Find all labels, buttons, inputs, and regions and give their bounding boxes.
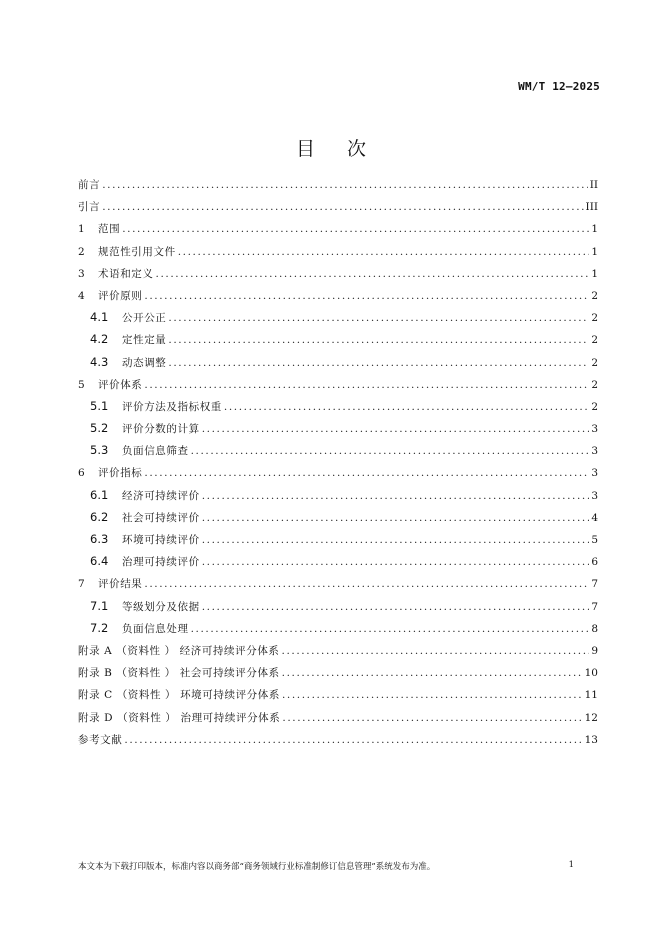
toc-entry-label: 术语和定义 bbox=[98, 267, 154, 280]
toc-entry-number: 2 bbox=[78, 245, 85, 258]
toc-entry-page: 7 bbox=[591, 600, 598, 613]
toc-entry-page: 8 bbox=[591, 622, 598, 635]
toc-entry-page: 3 bbox=[591, 467, 598, 480]
toc-entry[interactable] bbox=[78, 199, 598, 221]
toc-dot-leader bbox=[168, 357, 589, 369]
toc-entry[interactable] bbox=[78, 266, 598, 288]
toc-entry-label: 治理可持续评价 bbox=[122, 556, 200, 569]
toc-entry-number: 7 bbox=[78, 578, 85, 591]
toc-entry-label: 引言 bbox=[78, 201, 101, 214]
toc-entry-page: II bbox=[589, 179, 598, 191]
toc-entry-page: 2 bbox=[591, 400, 598, 413]
toc-dot-leader bbox=[282, 645, 590, 657]
toc-entry-label: 范围 bbox=[98, 223, 121, 236]
toc-entry-label: 参考文献 bbox=[78, 733, 123, 746]
toc-entry-label: 环境可持续评价 bbox=[122, 534, 200, 546]
toc-entry[interactable] bbox=[78, 488, 598, 510]
toc-entry-number: 4.1 bbox=[90, 310, 109, 325]
toc-entry-number: 3 bbox=[78, 267, 85, 280]
toc-entry-page: 5 bbox=[591, 534, 598, 546]
table-of-contents bbox=[78, 177, 598, 754]
toc-entry-label: 规范性引用文件 bbox=[98, 245, 176, 258]
toc-dot-leader bbox=[191, 445, 590, 457]
toc-entry[interactable] bbox=[78, 510, 598, 532]
toc-dot-leader bbox=[102, 201, 583, 213]
toc-entry-label: 附录 A （资料性 ） 经济可持续评分体系 bbox=[78, 644, 280, 657]
toc-entry-label: 评价方法及指标权重 bbox=[122, 400, 222, 413]
toc-title: 目次 bbox=[295, 138, 398, 160]
toc-entry[interactable] bbox=[78, 244, 598, 266]
toc-dot-leader bbox=[202, 490, 590, 502]
toc-entry-number: 5.2 bbox=[90, 421, 109, 436]
toc-dot-leader bbox=[202, 512, 590, 524]
toc-entry-page: 10 bbox=[584, 667, 598, 680]
toc-entry[interactable] bbox=[78, 355, 598, 377]
toc-dot-leader bbox=[178, 246, 590, 258]
toc-dot-leader bbox=[144, 467, 589, 479]
toc-dot-leader bbox=[168, 312, 589, 324]
toc-entry-page: 2 bbox=[591, 378, 598, 391]
toc-entry-label: 评价原则 bbox=[98, 289, 143, 302]
toc-entry-label: 社会可持续评价 bbox=[122, 511, 200, 524]
toc-entry-number: 5.1 bbox=[90, 398, 109, 413]
toc-dot-leader bbox=[282, 689, 583, 701]
toc-entry-page: 3 bbox=[591, 423, 598, 436]
toc-entry-label: 负面信息处理 bbox=[122, 622, 189, 635]
toc-entry-page: 13 bbox=[584, 733, 598, 746]
toc-entry[interactable] bbox=[78, 576, 598, 598]
toc-entry[interactable] bbox=[78, 532, 598, 554]
toc-entry-page: 6 bbox=[591, 556, 598, 569]
toc-entry[interactable] bbox=[78, 554, 598, 576]
toc-entry-number: 6.4 bbox=[90, 554, 109, 569]
toc-entry-number: 5.3 bbox=[90, 443, 109, 458]
toc-entry[interactable] bbox=[78, 377, 598, 399]
toc-entry-label: 评价分数的计算 bbox=[122, 423, 200, 436]
toc-entry[interactable] bbox=[78, 177, 598, 199]
toc-dot-leader bbox=[144, 379, 589, 391]
toc-entry[interactable] bbox=[78, 221, 598, 243]
toc-entry-label: 等级划分及依据 bbox=[122, 600, 200, 613]
toc-entry-page: III bbox=[585, 201, 598, 214]
toc-entry-number: 4 bbox=[78, 289, 85, 302]
toc-entry-page: 9 bbox=[591, 644, 598, 657]
toc-dot-leader bbox=[282, 712, 582, 724]
document-code: WM/T 12—2025 bbox=[518, 80, 600, 93]
toc-dot-leader bbox=[144, 578, 589, 590]
toc-entry-number: 6.1 bbox=[90, 487, 109, 502]
toc-entry-page: 11 bbox=[584, 689, 598, 702]
toc-dot-leader bbox=[102, 179, 588, 191]
toc-dot-leader bbox=[168, 334, 589, 346]
toc-entry[interactable] bbox=[78, 599, 598, 621]
toc-entry[interactable] bbox=[78, 421, 598, 443]
footer-notice: 本文本为下载打印版本，标准内容以商务部“商务领域行业标准制修订信息管理”系统发布为准。 bbox=[78, 862, 436, 872]
toc-entry-number: 6 bbox=[78, 467, 85, 480]
toc-entry-page: 2 bbox=[591, 334, 598, 347]
toc-entry-page: 1 bbox=[591, 223, 598, 236]
toc-entry[interactable] bbox=[78, 465, 598, 487]
toc-entry-page: 2 bbox=[591, 312, 598, 325]
toc-entry-page: 4 bbox=[591, 511, 598, 524]
toc-dot-leader bbox=[122, 223, 589, 235]
toc-entry[interactable] bbox=[78, 643, 598, 665]
toc-entry-label: 附录 B （资料性 ） 社会可持续评分体系 bbox=[78, 667, 280, 680]
toc-dot-leader bbox=[224, 401, 589, 413]
toc-entry[interactable] bbox=[78, 732, 598, 754]
toc-entry[interactable] bbox=[78, 687, 598, 709]
toc-entry-number: 1 bbox=[78, 223, 85, 236]
toc-entry-label: 经济可持续评价 bbox=[122, 489, 200, 502]
toc-entry-number: 6.2 bbox=[90, 509, 109, 524]
toc-entry-page: 3 bbox=[591, 489, 598, 502]
toc-entry-page: 1 bbox=[591, 245, 598, 258]
toc-dot-leader bbox=[202, 423, 590, 435]
toc-dot-leader bbox=[202, 534, 590, 546]
toc-entry-label: 前言 bbox=[78, 179, 101, 191]
toc-entry-page: 2 bbox=[591, 356, 598, 369]
toc-entry-number: 6.3 bbox=[90, 532, 109, 546]
toc-entry-page: 1 bbox=[591, 267, 598, 280]
toc-entry-label: 附录 D （资料性 ） 治理可持续评分体系 bbox=[78, 711, 281, 724]
toc-entry-number: 7.2 bbox=[90, 620, 109, 635]
toc-entry-page: 12 bbox=[584, 711, 598, 724]
toc-entry-number: 4.2 bbox=[90, 332, 109, 347]
toc-dot-leader bbox=[156, 268, 590, 280]
toc-dot-leader bbox=[144, 290, 589, 302]
toc-entry[interactable] bbox=[78, 332, 598, 354]
toc-entry[interactable] bbox=[78, 665, 598, 687]
toc-entry-label: 动态调整 bbox=[122, 356, 167, 369]
toc-entry[interactable] bbox=[78, 310, 598, 332]
toc-entry-label: 负面信息筛查 bbox=[122, 445, 189, 458]
toc-entry-label: 定性定量 bbox=[122, 334, 167, 347]
toc-dot-leader bbox=[202, 556, 590, 568]
toc-entry[interactable] bbox=[78, 710, 598, 732]
footer-page-number: 1 bbox=[568, 860, 574, 870]
toc-entry-number: 7.1 bbox=[90, 598, 109, 613]
toc-dot-leader bbox=[191, 623, 590, 635]
toc-entry-number: 4.3 bbox=[90, 354, 109, 369]
toc-entry-number: 5 bbox=[78, 378, 85, 391]
toc-entry-label: 评价结果 bbox=[98, 578, 143, 591]
page-footer bbox=[78, 860, 574, 872]
toc-entry[interactable] bbox=[78, 399, 598, 421]
toc-dot-leader bbox=[124, 734, 582, 746]
toc-entry-label: 附录 C （资料性 ） 环境可持续评分体系 bbox=[78, 689, 280, 702]
toc-entry[interactable] bbox=[78, 621, 598, 643]
toc-entry-label: 公开公正 bbox=[122, 312, 167, 325]
toc-entry[interactable] bbox=[78, 443, 598, 465]
toc-dot-leader bbox=[202, 601, 590, 613]
toc-entry-page: 2 bbox=[591, 289, 598, 302]
toc-entry-page: 7 bbox=[591, 578, 598, 591]
toc-entry[interactable] bbox=[78, 288, 598, 310]
toc-entry-label: 评价指标 bbox=[98, 467, 143, 480]
toc-entry-label: 评价体系 bbox=[98, 378, 143, 391]
toc-entry-page: 3 bbox=[591, 445, 598, 458]
toc-dot-leader bbox=[282, 667, 583, 679]
